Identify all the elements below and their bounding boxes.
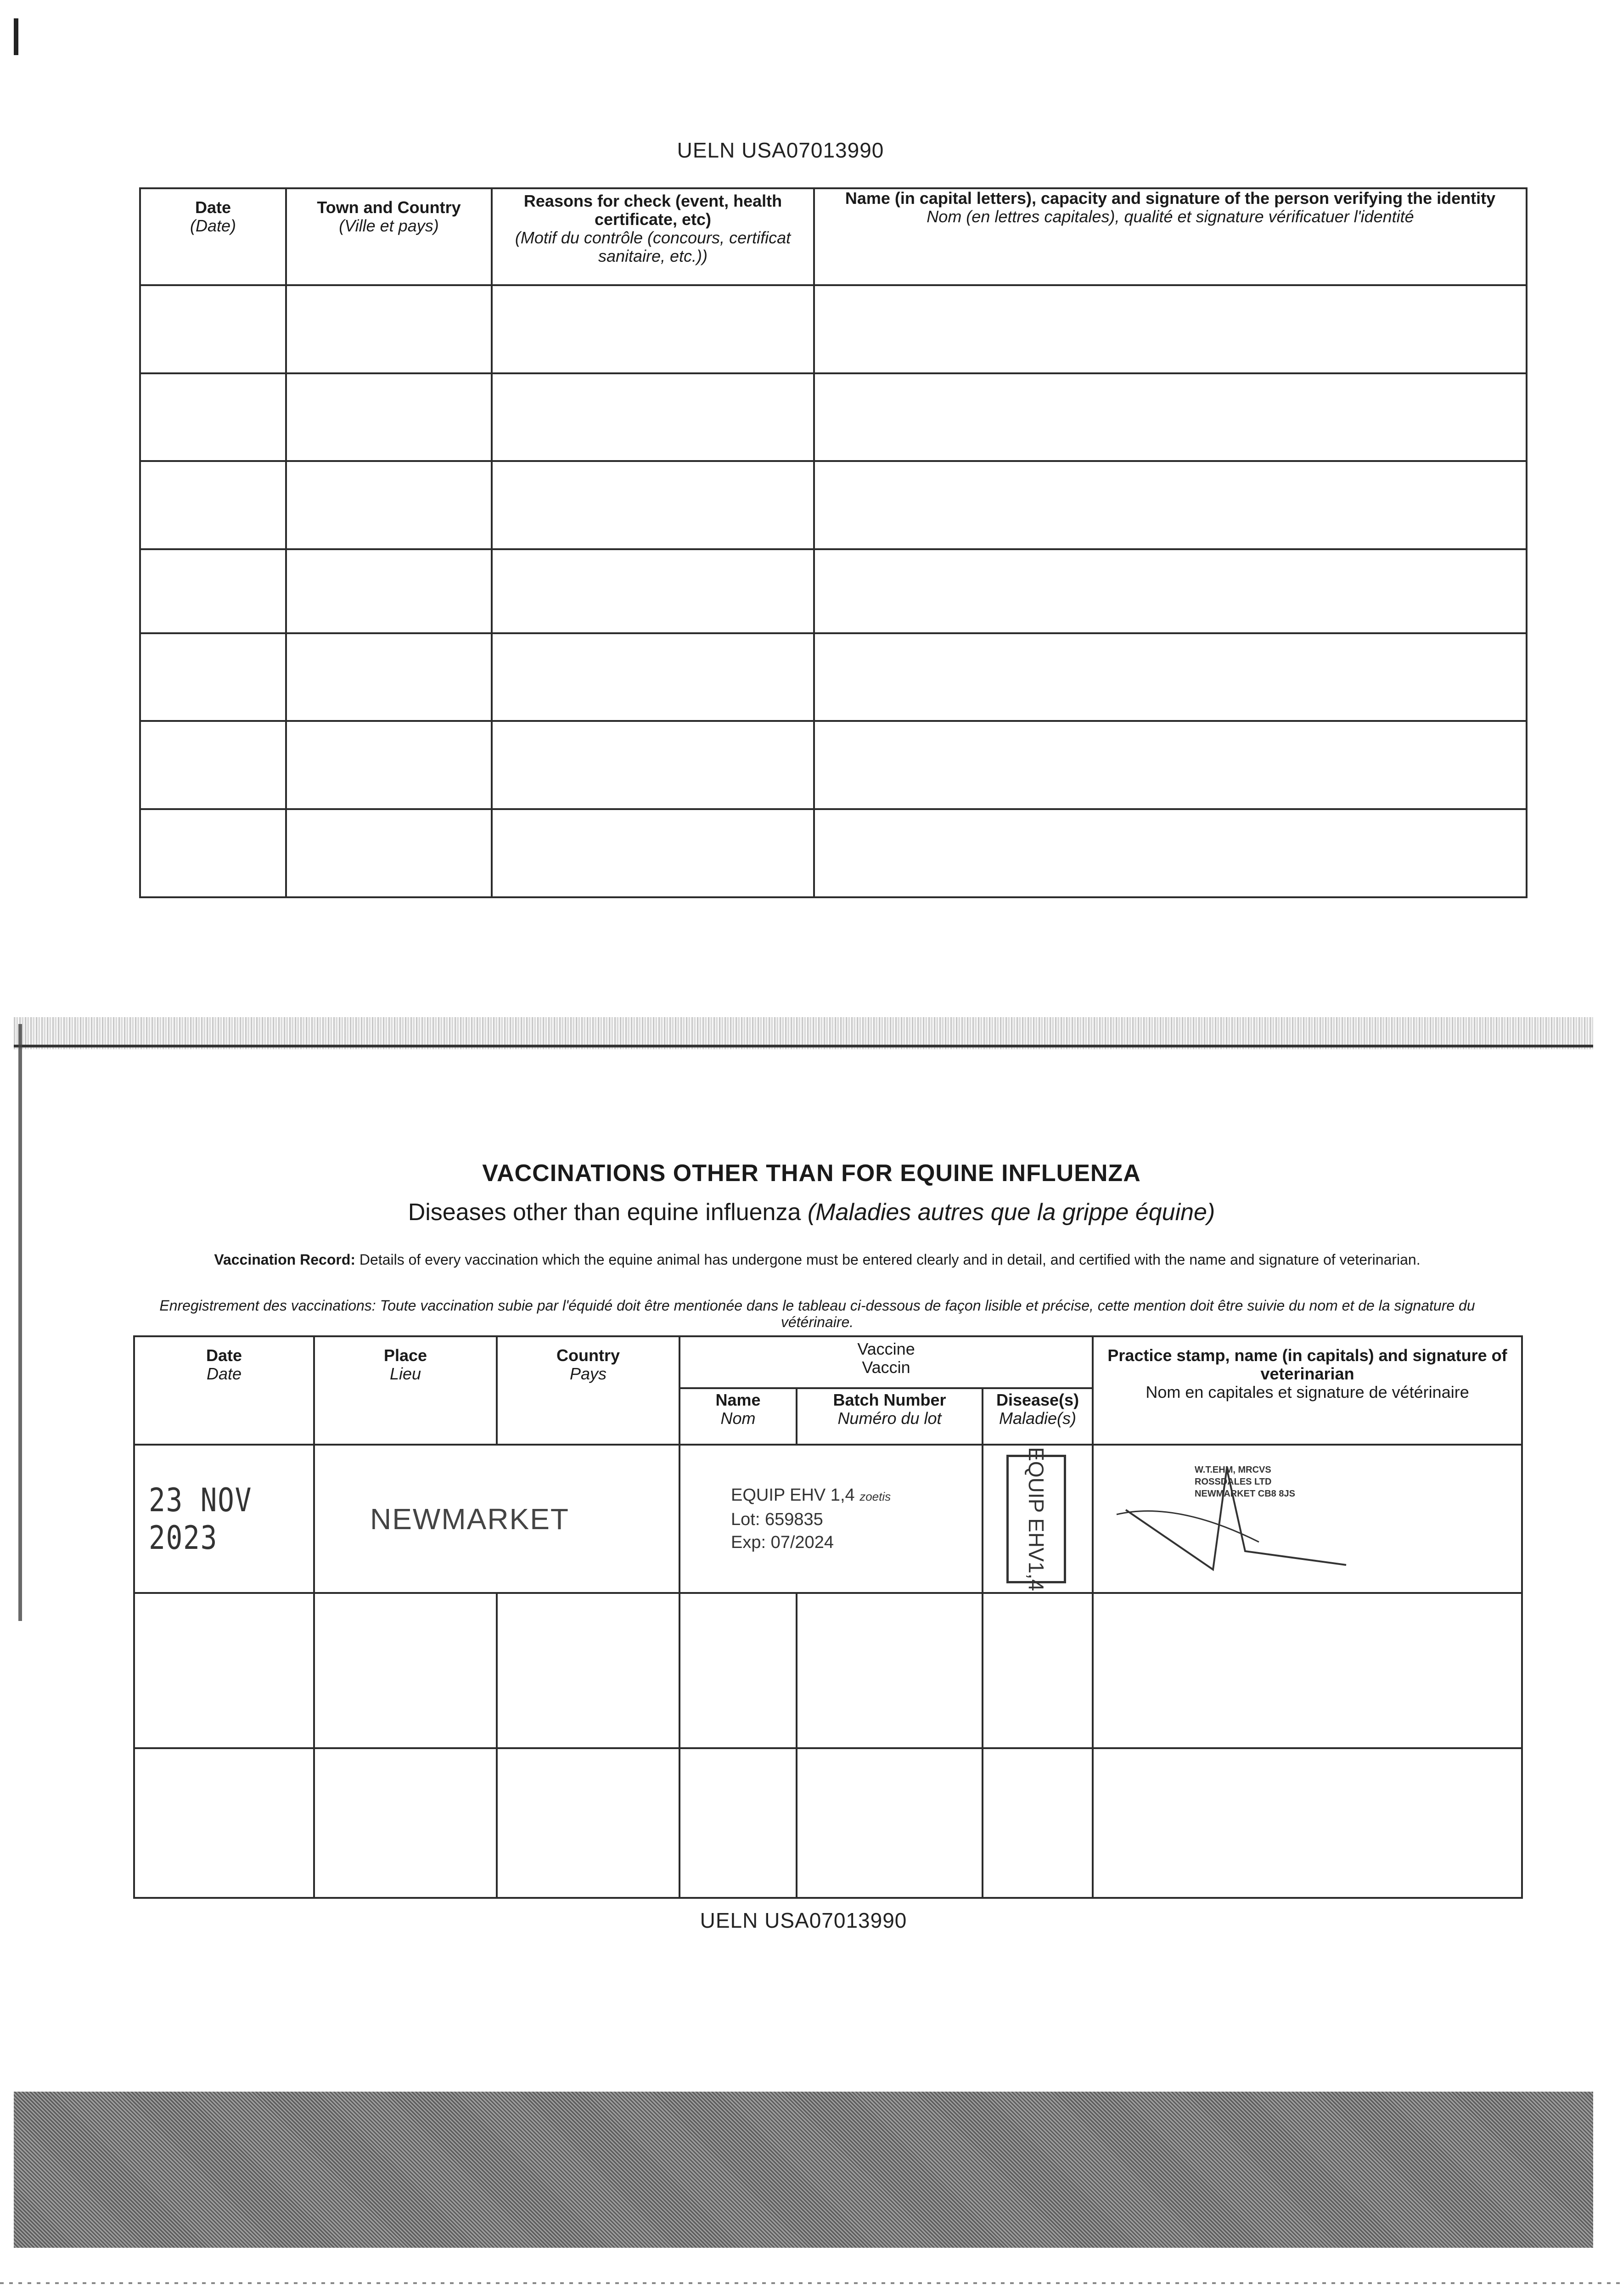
- vaccination-record-note: Vaccination Record: Details of every vaccination which the equine animal has undergone must be entered clearly and in detail, and certified with the name and signature of veterinarian.: [214, 1251, 1421, 1268]
- table-row: [140, 633, 1527, 721]
- header-batch-number: Batch Number Numéro du lot: [797, 1388, 983, 1445]
- date-cell: [134, 1445, 314, 1593]
- section-subtitle: Diseases other than equine influenza (Maladies autres que la grippe équine): [408, 1199, 1215, 1226]
- header-date: Date Date: [134, 1336, 314, 1445]
- vaccination-record-note-fr: Enregistrement des vaccinations: Toute vaccination subie par l'équidé doit être mentionée dans le tableau ci-dessous de façon lisible et précise, cette mention doit être suivie du nom et de la signature du vétérinaire.: [159, 1297, 1475, 1330]
- vaccine-sticker: EQUIP EHV 1,4 zoetis Lot: 659835 Exp: 07/2024: [731, 1486, 891, 1553]
- header-reasons: Reasons for check (event, health certificate, etc) (Motif du contrôle (concours, certificat sanitaire, etc.)): [492, 188, 814, 285]
- table-row: [140, 721, 1527, 809]
- left-edge-line: [18, 1024, 22, 1621]
- date-stamp: 23 NOV 2023: [149, 1481, 253, 1557]
- table-row: [134, 1445, 1522, 1593]
- fold-line: [14, 1045, 1593, 1047]
- table-row: [134, 1593, 1522, 1748]
- identity-check-table: [139, 187, 1528, 898]
- scan-dark-band: [14, 2092, 1593, 2248]
- practice-stamp-text: W.T.EHM, MRCVS ROSSDALES LTD NEWMARKET CB8 8JS: [1195, 1465, 1295, 1499]
- disease-cell: [983, 1445, 1093, 1593]
- vaccine-name-batch-cell: [680, 1445, 983, 1593]
- table-row: [140, 373, 1527, 461]
- table-row: [140, 285, 1527, 373]
- practice-stamp-cell: [1093, 1445, 1522, 1593]
- header-diseases: Disease(s) Maladie(s): [983, 1388, 1093, 1445]
- header-practice-stamp: Practice stamp, name (in capitals) and signature of veterinarian Nom en capitales et signature de vétérinaire: [1093, 1336, 1522, 1445]
- top-ueln: UELN USA07013990: [677, 138, 884, 162]
- header-date: Date (Date): [140, 188, 286, 285]
- section-title: VACCINATIONS OTHER THAN FOR EQUINE INFLUENZA: [482, 1160, 1141, 1187]
- header-vaccine-name: Name Nom: [680, 1388, 797, 1445]
- bottom-ueln: UELN USA07013990: [700, 1908, 907, 1932]
- place-stamp: NEWMARKET: [370, 1502, 569, 1536]
- bottom-dotted-line: [0, 2282, 1623, 2284]
- vaccination-table: [133, 1335, 1523, 1899]
- place-cell: [314, 1445, 680, 1593]
- table-row: [140, 809, 1527, 897]
- scan-mark: [14, 18, 18, 55]
- header-country: Country Pays: [497, 1336, 680, 1445]
- header-vaccine: Vaccine Vaccin: [680, 1336, 1093, 1388]
- header-verifier-name: Name (in capital letters), capacity and signature of the person verifying the identity Nom (en lettres capitales), qualité et signature vérificatuer l'identité: [814, 188, 1527, 285]
- disease-stamp: EQUIP EHV1,4: [1006, 1455, 1066, 1583]
- table-row: [140, 549, 1527, 633]
- table-row: [134, 1748, 1522, 1898]
- header-place: Place Lieu: [314, 1336, 497, 1445]
- table-row: [140, 461, 1527, 549]
- header-town-country: Town and Country (Ville et pays): [286, 188, 492, 285]
